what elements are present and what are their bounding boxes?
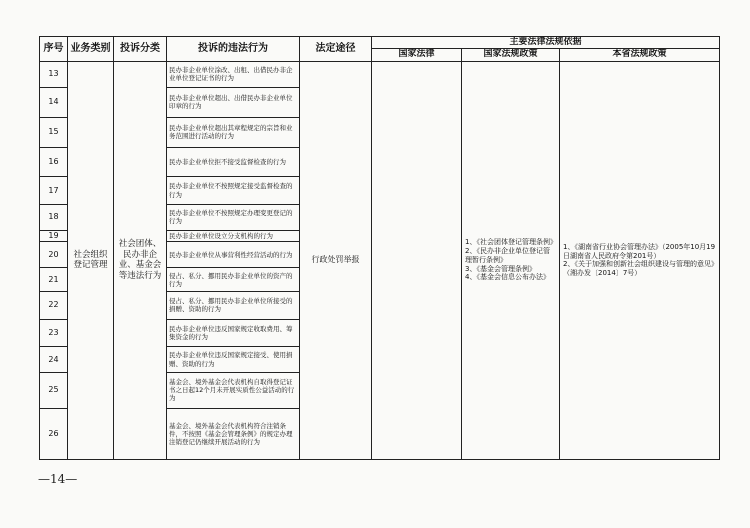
national-regulation-item: 2、《民办非企业单位登记管理暂行条例》 [465,247,550,264]
header-route: 法定途径 [300,37,372,62]
header-provincial-reg: 本省法规政策 [560,49,720,61]
provincial-regulation-item: 1、《湖南省行业协会管理办法》（2005年10月19日湖南省人民政府令第201号） [563,242,716,260]
violation-cell: 民办非企业单位违反国家规定收取费用、筹集资金的行为 [167,319,300,347]
header-business: 业务类别 [68,37,114,62]
violation-cell: 民办非企业单位超出、出借民办非企业单位印章的行为 [167,88,300,118]
row-number: 26 [40,408,68,459]
row-number: 13 [40,61,68,88]
national-regulations-cell [462,61,560,460]
legal-route: 行政处罚举报 [300,61,372,460]
row-number: 25 [40,372,68,408]
violation-cell: 民办非企业单位不按照规定办理变更登记的行为 [167,204,300,230]
business-category: 社会组织登记管理 [68,61,114,460]
row-number: 17 [40,177,68,205]
regulation-table [39,36,720,460]
page-number: —14— [38,472,78,486]
provincial-regulations-cell [560,61,720,460]
violation-cell: 民办非企业单位从事营利性经营活动的行为 [167,241,300,268]
row-number: 19 [40,230,68,241]
violation-cell: 侵占、私分、挪用民办非企业单位的资产的行为 [167,268,300,292]
header-violation: 投诉的违法行为 [167,37,300,62]
row-number: 24 [40,347,68,373]
complaint-category: 社会团体、民办非企业、基金会等违法行为 [114,61,167,460]
violation-cell: 民办非企业单位涂改、出租、出借民办非企业单位登记证书的行为 [167,61,300,88]
violation-cell: 侵占、私分、挪用民办非企业单位所接受的捐赠、资助的行为 [167,291,300,319]
violation-cell: 民办非企业单位超出其章程规定的宗旨和业务范围进行活动的行为 [167,117,300,147]
row-number: 15 [40,117,68,147]
row-number: 18 [40,204,68,230]
violation-cell: 民办非企业单位违反国家规定接受、使用捐赠、资助的行为 [167,347,300,373]
row-number: 23 [40,319,68,347]
row-number: 20 [40,241,68,268]
violation-cell: 民办非企业单位设立分支机构的行为 [167,230,300,241]
row-number: 14 [40,88,68,118]
provincial-regulation-item: 2、《关于加强和创新社会组织建设与管理的意见》（湘办发〔2014〕7号） [563,260,715,277]
header-basis: 主要法律法规依据 [372,37,720,49]
row-number: 16 [40,147,68,177]
row-number: 21 [40,268,68,292]
violation-cell: 民办非企业单位不按照规定接受监督检查的行为 [167,177,300,205]
national-law-cell [372,61,462,460]
national-regulation-item: 1、《社会团体登记管理条例》 [465,238,557,247]
header-complaint: 投诉分类 [114,37,167,62]
national-regulation-item: 4、《基金会信息公布办法》 [465,273,550,282]
violation-cell: 基金会、境外基金会代表机构自取得登记证书之日起12个月未开展实质性公益活动的行为 [167,372,300,408]
header-seq: 序号 [40,37,68,62]
violation-cell: 基金会、境外基金会代表机构符合注销条件，不按照《基金会管理条例》的规定办理注销登记仍继续开展活动的行为 [167,408,300,459]
header-national-law: 国家法律 [372,49,462,61]
row-number: 22 [40,291,68,319]
national-regulation-item: 3、《基金会管理条例》 [465,264,536,273]
violation-cell: 民办非企业单位拒不接受监督检查的行为 [167,147,300,177]
header-national-reg: 国家法规政策 [462,49,560,61]
